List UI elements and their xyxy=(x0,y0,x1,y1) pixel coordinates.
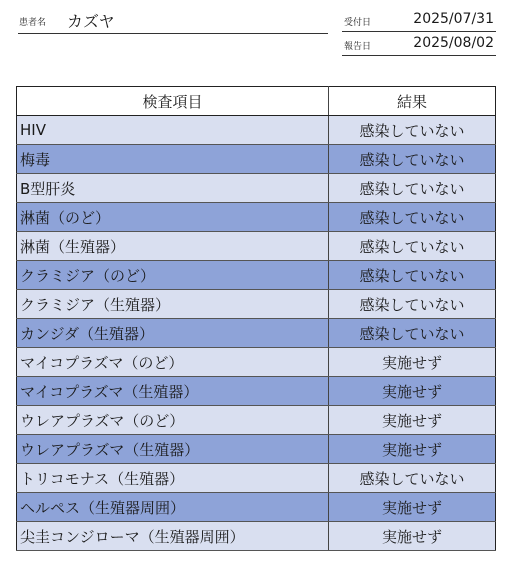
table-row xyxy=(17,493,496,522)
patient-name-value: カズヤ xyxy=(67,12,115,31)
table-row xyxy=(17,464,496,493)
result-cell: 感染していない xyxy=(329,261,496,290)
table-row xyxy=(17,174,496,203)
result-cell: 実施せず xyxy=(329,348,496,377)
table-row xyxy=(17,232,496,261)
table-row xyxy=(17,261,496,290)
result-cell: 実施せず xyxy=(329,493,496,522)
table-row xyxy=(17,290,496,319)
test-item-cell: カンジダ（生殖器） xyxy=(17,319,329,348)
test-item-cell: マイコプラズマ（生殖器） xyxy=(17,377,329,406)
test-item-cell: HIV xyxy=(17,116,329,145)
results-table xyxy=(16,86,496,551)
test-item-cell: B型肝炎 xyxy=(17,174,329,203)
result-cell: 感染していない xyxy=(329,203,496,232)
received-date-label: 受付日 xyxy=(344,18,372,28)
patient-name-field xyxy=(18,7,328,34)
result-cell: 感染していない xyxy=(329,145,496,174)
report-date-value: 2025/08/02 xyxy=(413,35,494,51)
test-item-cell: 尖圭コンジローマ（生殖器周囲） xyxy=(17,522,329,551)
test-item-cell: 梅毒 xyxy=(17,145,329,174)
result-cell: 感染していない xyxy=(329,116,496,145)
result-cell: 実施せず xyxy=(329,522,496,551)
received-date-value: 2025/07/31 xyxy=(413,11,494,27)
test-item-cell: ウレアプラズマ（のど） xyxy=(17,406,329,435)
table-row xyxy=(17,435,496,464)
table-row xyxy=(17,377,496,406)
test-item-cell: ヘルペス（生殖器周囲） xyxy=(17,493,329,522)
result-cell: 感染していない xyxy=(329,174,496,203)
test-item-cell: 淋菌（のど） xyxy=(17,203,329,232)
table-row xyxy=(17,319,496,348)
result-cell: 感染していない xyxy=(329,464,496,493)
column-header-result: 結果 xyxy=(329,87,496,116)
table-row xyxy=(17,203,496,232)
result-cell: 感染していない xyxy=(329,232,496,261)
result-cell: 感染していない xyxy=(329,290,496,319)
table-row xyxy=(17,116,496,145)
table-row xyxy=(17,348,496,377)
test-item-cell: トリコモナス（生殖器） xyxy=(17,464,329,493)
report-date-label: 報告日 xyxy=(344,42,372,52)
result-cell: 実施せず xyxy=(329,435,496,464)
test-item-cell: ウレアプラズマ（生殖器） xyxy=(17,435,329,464)
table-row xyxy=(17,522,496,551)
result-cell: 実施せず xyxy=(329,406,496,435)
table-row xyxy=(17,406,496,435)
received-date-field xyxy=(342,9,496,32)
result-cell: 実施せず xyxy=(329,377,496,406)
result-cell: 感染していない xyxy=(329,319,496,348)
test-item-cell: マイコプラズマ（のど） xyxy=(17,348,329,377)
table-header-row xyxy=(17,87,496,116)
report-date-field xyxy=(342,33,496,56)
test-item-cell: クラミジア（のど） xyxy=(17,261,329,290)
test-item-cell: 淋菌（生殖器） xyxy=(17,232,329,261)
patient-name-label: 患者名 xyxy=(19,18,47,28)
table-row xyxy=(17,145,496,174)
column-header-test-item: 検査項目 xyxy=(17,87,329,116)
test-item-cell: クラミジア（生殖器） xyxy=(17,290,329,319)
